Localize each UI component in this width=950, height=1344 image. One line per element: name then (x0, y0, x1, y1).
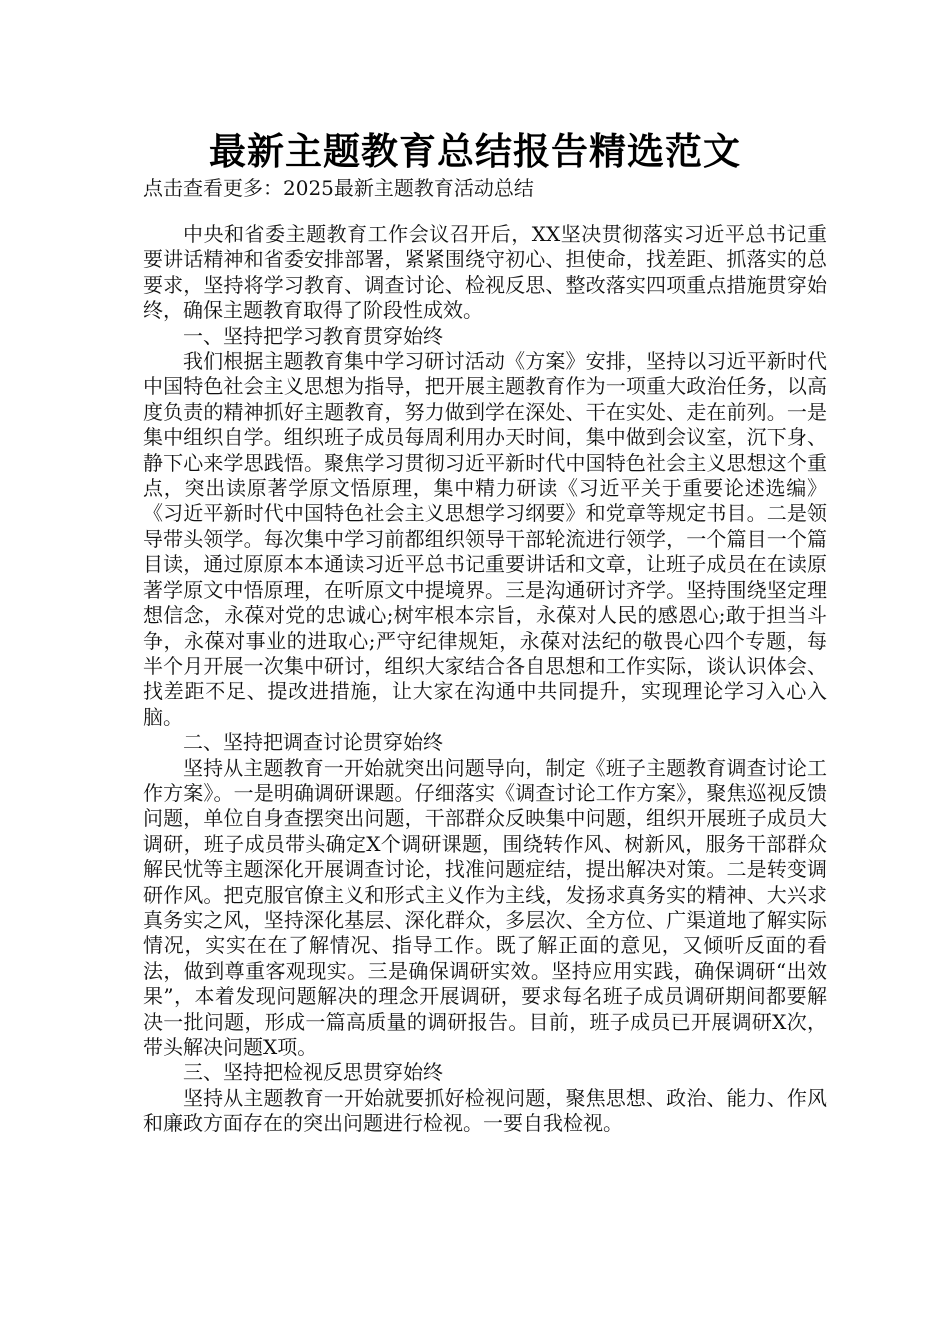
more-link[interactable]: 点击查看更多：2025最新主题教育活动总结 (143, 176, 534, 200)
section-paragraph-2: 坚持从主题教育一开始就突出问题导向，制定《班子主题教育调查讨论工作方案》。一是明确调研课题。仔细落实《调查讨论工作方案》，聚焦巡视反馈问题，单位自身查摆突出问题，干部群众反映集中问题，组织开展班子成员大调研，班子成员带头确定X个调研课题，围绕转作风、树新风，服务干部群众解民忧等主题深化开展调查讨论，找准问题症结，提出解决对策。二是转变调研作风。把克服官僚主义和形式主义作为主线，发扬求真务实的精神、大兴求真务实之风，坚持深化基层、深化群众，多层次、全方位、广渠道地了解实际情况，实实在在了解情况、指导工作。既了解正面的意见，又倾听反面的看法，做到尊重客观现实。三是确保调研实效。坚持应用实践，确保调研“出效果”，本着发现问题解决的理念开展调研，要求每名班子成员调研期间都要解决一批问题，形成一篇高质量的调研报告。目前，班子成员已开展调研X次，带头解决问题X项。 (143, 755, 827, 1059)
section-heading-3: 三、坚持把检视反思贯穿始终 (183, 1060, 443, 1085)
section-paragraph-3: 坚持从主题教育一开始就要抓好检视问题，聚焦思想、政治、能力、作风和廉政方面存在的突出问题进行检视。一要自我检视。 (143, 1085, 827, 1136)
document-body (143, 222, 827, 1137)
document-title: 最新主题教育总结报告精选范文 (209, 130, 741, 173)
section-heading-2: 二、坚持把调查讨论贯穿始终 (183, 730, 443, 755)
section-paragraph-1: 我们根据主题教育集中学习研讨活动《方案》安排，坚持以习近平新时代中国特色社会主义思想为指导，把开展主题教育作为一项重大政治任务，以高度负责的精神抓好主题教育，努力做到学在深处、干在实处、走在前列。一是集中组织自学。组织班子成员每周利用办天时间，集中做到会议室，沉下身、静下心来学思践悟。聚焦学习贯彻习近平新时代中国特色社会主义思想这个重点，突出读原著学原文悟原理，集中精力研读《习近平关于重要论述选编》《习近平新时代中国特色社会主义思想学习纲要》和党章等规定书目。二是领导带头领学。每次集中学习前都组织领导干部轮流进行领学，一个篇目一个篇目读，通过原原本本通读习近平总书记重要讲话和文章，让班子成员在在读原著学原文中悟原理，在听原文中提境界。三是沟通研讨齐学。坚持围绕坚定理想信念，永葆对党的忠诚心;树牢根本宗旨，永葆对人民的感恩心;敢于担当斗争，永葆对事业的进取心;严守纪律规矩，永葆对法纪的敬畏心四个专题，每半个月开展一次集中研讨，组织大家结合各自思想和工作实际，谈认识体会、找差距不足、提改进措施，让大家在沟通中共同提升，实现理论学习入心入脑。 (143, 349, 827, 729)
section-heading-1: 一、坚持把学习教育贯穿始终 (183, 323, 443, 348)
intro-paragraph: 中央和省委主题教育工作会议召开后，XX坚决贯彻落实习近平总书记重要讲话精神和省委安排部署，紧紧围绕守初心、担使命，找差距、抓落实的总要求，坚持将学习教育、调查讨论、检视反思、整改落实四项重点措施贯穿始终，确保主题教育取得了阶段性成效。 (143, 222, 827, 323)
